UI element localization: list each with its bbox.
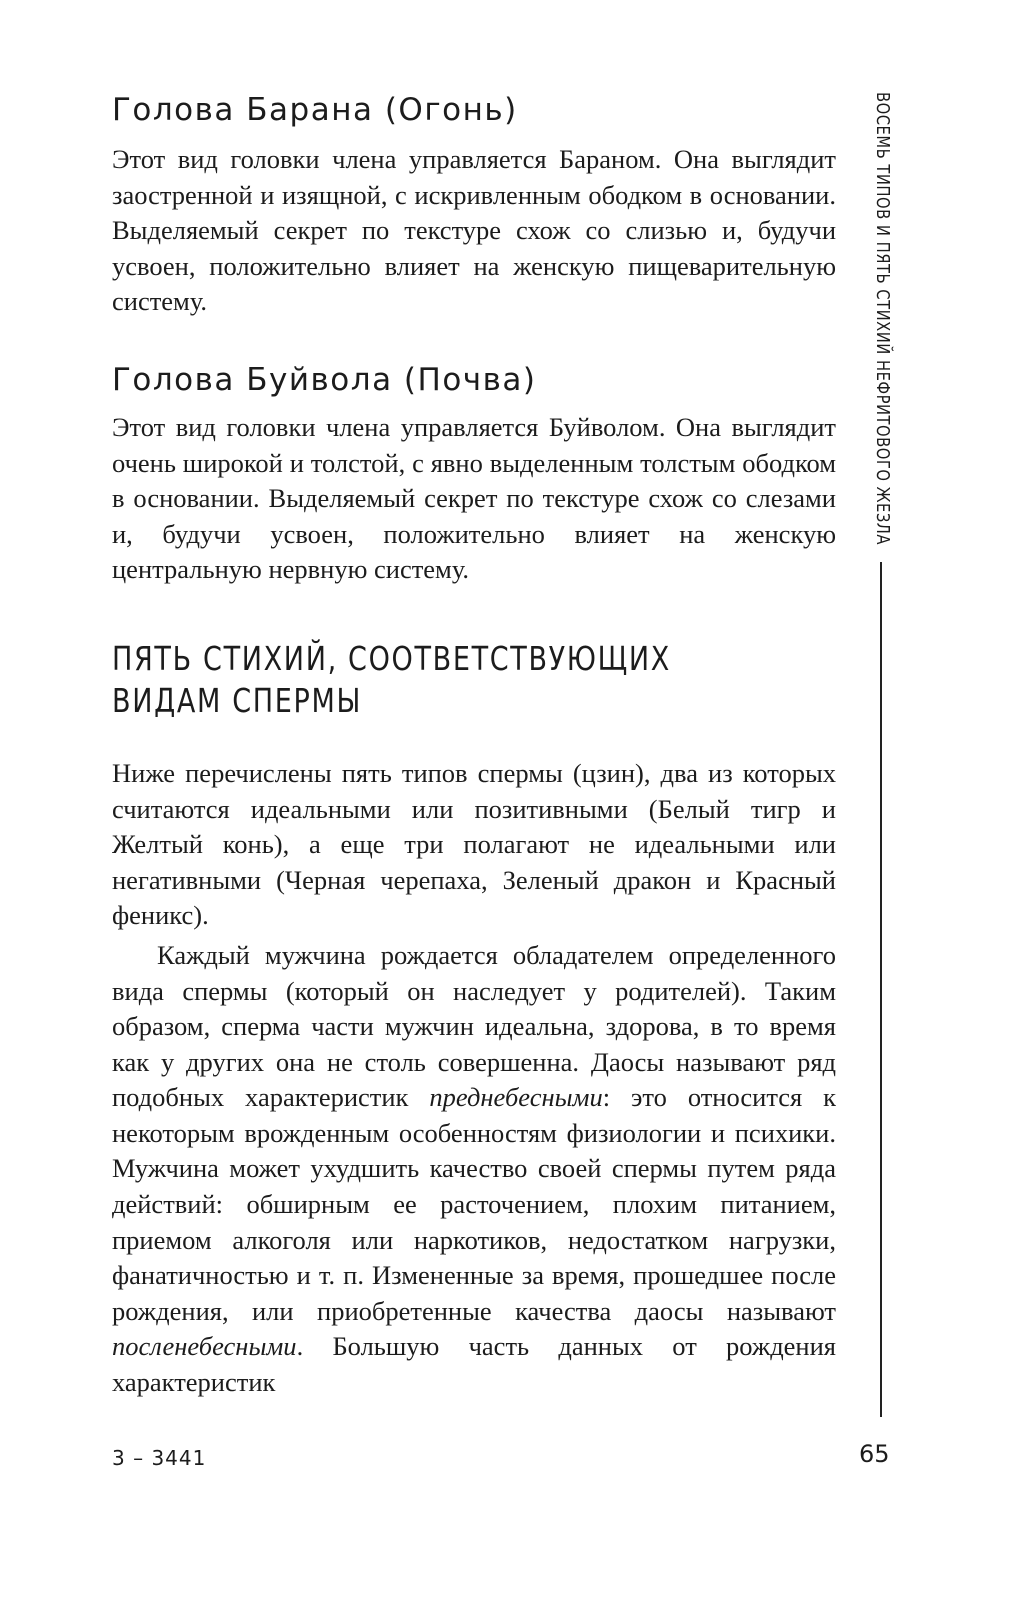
para2-part-b: : это относится к некоторым врожденным особенностям физиологии и психики. Мужчина может ухудшить качество своей спермы путем ряда действий: обширным ее расточением, плохим питанием, приемом алкоголя или наркотиков, недостатком нагрузки, фанатичностью и т. п. Измененные за время, прошедшее после рождения, или приобретенные качества даосы называют xyxy=(112,1082,837,1326)
section-text-buffalo: Этот вид головки члена управляется Буйволом. Она выглядит очень широкой и толстой, с явно выделенным толстым ободком в основании. Выделяемый секрет по текстуре схож со слезами и, будучи усвоен, положительно влияет на женскую центральную нервную систему. xyxy=(112,411,836,585)
chapter-title-line-1: ПЯТЬ СТИХИЙ, СООТВЕТСТВУЮЩИХ xyxy=(112,638,671,678)
side-rule xyxy=(880,562,882,1417)
chapter-paragraph-2 xyxy=(112,938,836,1401)
section-heading-buffalo: Голова Буйвола (Почва) xyxy=(112,361,537,398)
section-text-ram: Этот вид головки члена управляется Бараном. Она выглядит заостренной и изящной, с искривленным ободком в основании. Выделяемый секрет по текстуре схож со слизью и, будучи усвоен, положительно влияет на женскую пищеварительную систему. xyxy=(112,144,836,317)
para2-term-preheavenly: преднебесными xyxy=(429,1082,603,1113)
page-content xyxy=(112,88,836,1401)
section-heading-ram: Голова Барана (Огонь) xyxy=(112,92,518,128)
para2-part-c: . Большую часть данных от рождения характеристик xyxy=(112,1331,836,1398)
para2-term-postheavenly: посленебесными xyxy=(112,1331,297,1362)
page-number: 65 xyxy=(859,1440,890,1468)
running-head: ВОСЕМЬ ТИПОВ И ПЯТЬ СТИХИЙ НЕФРИТОВОГО ЖЕЗЛА xyxy=(872,92,893,545)
chapter-title xyxy=(112,638,824,722)
chapter-paragraph-1: Ниже перечислены пять типов спермы (цзин), два из которых считаются идеальными или позитивными (Белый тигр и Желтый конь), а еще три полагают не идеальными или негативными (Черная черепаха, Зеленый дракон и Красный феникс). xyxy=(112,757,836,931)
chapter-title-line-2: ВИДАМ СПЕРМЫ xyxy=(112,680,362,720)
printer-signature: 3 – 3441 xyxy=(112,1446,207,1470)
para2-part-a: Каждый мужчина рождается обладателем определенного вида спермы (который он наследует у родителей). Таким образом, сперма части мужчин идеальна, здорова, в то время как у других она не столь совершенна. Даосы называют ряд подобных характеристик xyxy=(112,939,836,1113)
